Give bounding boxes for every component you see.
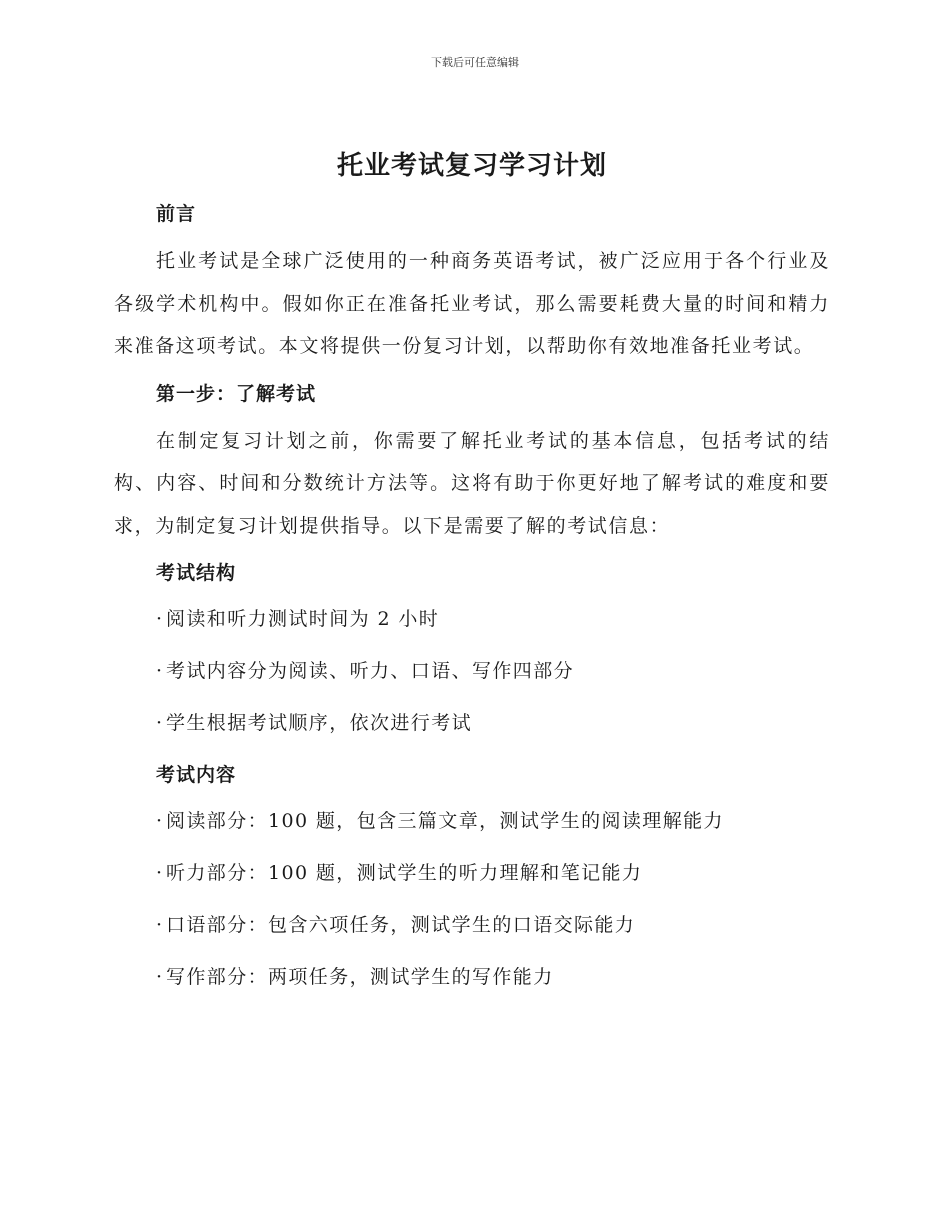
document-title: 托业考试复习学习计划	[336, 151, 607, 181]
bullet-dot: ·	[156, 914, 164, 936]
paragraph-preface: 托业考试是全球广泛使用的一种商务英语考试，被广泛应用于各个行业及各级学术机构中。假如你正在准备托业考试，那么需要耗费大量的时间和精力来准备这项考试。本文将提供一份复习计划，以帮助你有效地准备托业考试。	[114, 250, 830, 357]
list-item-text: 阅读和听力测试时间为 2 小时	[166, 608, 440, 630]
bullet-dot: ·	[156, 608, 164, 630]
section-heading-step-one: 第一步：了解考试	[156, 382, 317, 405]
list-item-text: 阅读部分：100 题，包含三篇文章，测试学生的阅读理解能力	[166, 810, 724, 832]
bullet-dot: ·	[156, 966, 164, 988]
list-item-text: 考试内容分为阅读、听力、口语、写作四部分	[166, 660, 575, 682]
list-item	[114, 599, 830, 639]
section-heading-exam-structure: 考试结构	[156, 562, 237, 584]
document-body	[114, 142, 830, 1009]
bullet-dot: ·	[156, 712, 164, 734]
bullet-dot: ·	[156, 810, 164, 832]
list-item-text: 写作部分：两项任务，测试学生的写作能力	[166, 966, 554, 988]
list-item	[114, 853, 830, 893]
list-item-text: 听力部分：100 题，测试学生的听力理解和笔记能力	[166, 862, 643, 884]
list-item	[114, 905, 830, 945]
list-item	[114, 703, 830, 743]
section-heading-exam-content: 考试内容	[156, 764, 237, 786]
bullet-dot: ·	[156, 862, 164, 884]
list-item-text: 口语部分：包含六项任务，测试学生的口语交际能力	[166, 914, 636, 936]
list-item-text: 学生根据考试顺序，依次进行考试	[166, 712, 473, 734]
page-header: 下载后可任意编辑	[431, 56, 519, 69]
bullet-dot: ·	[156, 660, 164, 682]
paragraph-step-one: 在制定复习计划之前，你需要了解托业考试的基本信息，包括考试的结构、内容、时间和分数统计方法等。这将有助于你更好地了解考试的难度和要求，为制定复习计划提供指导。以下是需要了解的考试信息：	[114, 429, 830, 537]
list-item	[114, 957, 830, 997]
list-item	[114, 801, 830, 841]
section-heading-preface: 前言	[156, 203, 197, 225]
list-item	[114, 651, 830, 691]
